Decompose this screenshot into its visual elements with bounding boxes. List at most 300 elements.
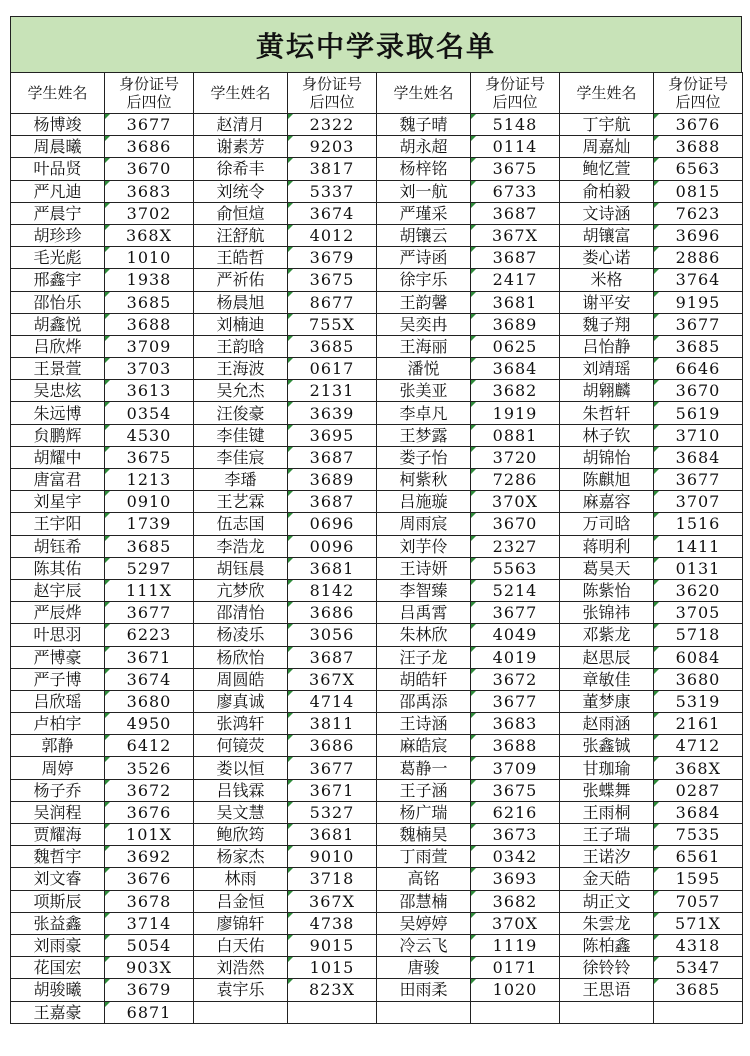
student-name-cell: 娄以恒 [194,757,288,779]
table-row [11,269,743,291]
student-name-cell: 陈其佑 [11,557,105,579]
student-name-cell: 周婷 [11,757,105,779]
student-name-cell: 王艺霖 [194,491,288,513]
id-last-four-cell: 1595 [654,868,743,890]
student-name-cell: 胡皓轩 [377,668,471,690]
id-last-four-cell: 9195 [654,291,743,313]
student-name-cell: 魏楠昊 [377,824,471,846]
table-row [11,934,743,956]
student-name-cell: 柯紫秋 [377,469,471,491]
id-last-four-cell: 3526 [105,757,194,779]
student-name-cell: 杨广瑞 [377,801,471,823]
table-row [11,446,743,468]
id-last-four-cell: 3676 [654,114,743,136]
table-row [11,335,743,357]
student-name-cell: 丁宇航 [560,114,654,136]
student-name-cell: 胡骏曦 [11,979,105,1001]
id-last-four-cell: 3685 [105,535,194,557]
table-row [11,114,743,136]
student-name-cell: 周嘉灿 [560,136,654,158]
student-name-cell: 俞柏毅 [560,180,654,202]
student-name-cell: 吕怡静 [560,335,654,357]
id-last-four-cell: 3639 [288,402,377,424]
id-last-four-cell: 3692 [105,846,194,868]
id-last-four-cell: 1213 [105,469,194,491]
id-last-four-cell: 3677 [471,690,560,712]
id-last-four-cell: 3670 [654,380,743,402]
id-last-four-cell: 3687 [288,446,377,468]
student-name-cell: 李璠 [194,469,288,491]
id-last-four-cell: 3689 [288,469,377,491]
id-last-four-cell: 3677 [105,602,194,624]
student-name-cell: 杨晨旭 [194,291,288,313]
student-name-cell: 廖真诚 [194,690,288,712]
student-name-cell: 吴忠炫 [11,380,105,402]
id-last-four-cell: 3684 [471,358,560,380]
id-last-four-cell: 3685 [288,335,377,357]
id-last-four-cell: 0131 [654,557,743,579]
id-last-four-cell: 101X [105,824,194,846]
id-last-four-cell: 3695 [288,424,377,446]
student-name-cell: 邵慧楠 [377,890,471,912]
student-name-cell: 吴婷婷 [377,912,471,934]
student-name-cell: 胡镶云 [377,224,471,246]
student-name-cell: 鲍忆萱 [560,158,654,180]
table-row [11,735,743,757]
id-last-four-cell: 2322 [288,114,377,136]
id-last-four-cell: 3679 [288,247,377,269]
id-last-four-cell: 3670 [471,513,560,535]
table-row [11,824,743,846]
table-row [11,757,743,779]
student-name-cell: 唐骏 [377,957,471,979]
student-name-cell: 林雨 [194,868,288,890]
id-last-four-cell: 0354 [105,402,194,424]
student-name-cell: 张鑫铖 [560,735,654,757]
id-last-four-cell: 3702 [105,202,194,224]
header-student-name: 学生姓名 [194,73,288,114]
student-name-cell: 唐富君 [11,469,105,491]
admission-sheet [10,16,742,1024]
id-last-four-cell: 1919 [471,402,560,424]
id-last-four-cell: 7623 [654,202,743,224]
student-name-cell: 严祈佑 [194,269,288,291]
id-last-four-cell: 6412 [105,735,194,757]
student-name-cell: 章敏佳 [560,668,654,690]
student-name-cell: 吕欣瑶 [11,690,105,712]
student-name-cell: 朱哲轩 [560,402,654,424]
student-name-cell: 葛昊天 [560,557,654,579]
id-last-four-cell: 3677 [105,114,194,136]
student-name-cell: 魏哲宇 [11,846,105,868]
student-name-cell: 赵宇辰 [11,579,105,601]
id-last-four-cell: 4738 [288,912,377,934]
student-name-cell: 杨凌乐 [194,624,288,646]
student-name-cell: 刘雨豪 [11,934,105,956]
student-name-cell: 胡镶富 [560,224,654,246]
student-name-cell: 吕禹霄 [377,602,471,624]
id-last-four-cell: 0815 [654,180,743,202]
id-last-four-cell: 5619 [654,402,743,424]
id-last-four-cell: 6646 [654,358,743,380]
header-id-last-four: 身份证号 后四位 [471,73,560,114]
id-last-four-cell: 6733 [471,180,560,202]
id-last-four-cell: 3710 [654,424,743,446]
id-last-four-cell: 4712 [654,735,743,757]
id-last-four-cell: 1938 [105,269,194,291]
id-last-four-cell: 0625 [471,335,560,357]
student-name-cell: 严凡迪 [11,180,105,202]
student-name-cell: 陈紫怡 [560,579,654,601]
id-last-four-cell: 4714 [288,690,377,712]
student-name-cell: 胡正文 [560,890,654,912]
student-name-cell: 吕欣烨 [11,335,105,357]
table-row [11,602,743,624]
student-name-cell: 吕施璇 [377,491,471,513]
student-name-cell: 陈柏鑫 [560,934,654,956]
id-last-four-cell: 3693 [471,868,560,890]
table-row [11,402,743,424]
student-name-cell: 张鸿轩 [194,713,288,735]
student-name-cell: 王嘉豪 [11,1001,105,1023]
id-last-four-cell: 3681 [288,824,377,846]
id-last-four-cell: 3677 [654,469,743,491]
table-row [11,313,743,335]
student-name-cell: 项斯辰 [11,890,105,912]
student-name-cell: 邵禹添 [377,690,471,712]
table-row [11,158,743,180]
id-last-four-cell: 3687 [288,491,377,513]
student-name-cell: 严晨宁 [11,202,105,224]
id-last-four-cell [288,1001,377,1023]
id-last-four-cell: 3709 [471,757,560,779]
id-last-four-cell: 6216 [471,801,560,823]
student-name-cell: 严辰烨 [11,602,105,624]
student-name-cell: 魏子翔 [560,313,654,335]
student-name-cell: 胡耀中 [11,446,105,468]
student-name-cell: 王子涵 [377,779,471,801]
admission-table [10,72,743,1024]
student-name-cell: 冷云飞 [377,934,471,956]
student-name-cell: 胡鑫悦 [11,313,105,335]
student-name-cell: 贾耀海 [11,824,105,846]
student-name-cell: 林子钦 [560,424,654,446]
id-last-four-cell: 6563 [654,158,743,180]
student-name-cell: 娄心诺 [560,247,654,269]
id-last-four-cell: 0617 [288,358,377,380]
id-last-four-cell: 370X [471,491,560,513]
id-last-four-cell: 3678 [105,890,194,912]
id-last-four-cell: 3687 [288,646,377,668]
student-name-cell: 邓紫龙 [560,624,654,646]
id-last-four-cell: 5319 [654,690,743,712]
student-name-cell: 吴允杰 [194,380,288,402]
id-last-four-cell: 3677 [288,757,377,779]
student-name-cell: 刘文睿 [11,868,105,890]
student-name-cell: 严博豪 [11,646,105,668]
table-row [11,624,743,646]
student-name-cell: 周圆皓 [194,668,288,690]
id-last-four-cell: 3683 [471,713,560,735]
student-name-cell: 徐铃铃 [560,957,654,979]
id-last-four-cell: 3817 [288,158,377,180]
id-last-four-cell: 0881 [471,424,560,446]
id-last-four-cell: 3680 [105,690,194,712]
table-row [11,646,743,668]
id-last-four-cell [654,1001,743,1023]
student-name-cell: 刘靖瑶 [560,358,654,380]
student-name-cell: 邢鑫宇 [11,269,105,291]
id-last-four-cell: 5337 [288,180,377,202]
student-name-cell: 刘统令 [194,180,288,202]
id-last-four-cell: 3684 [654,801,743,823]
id-last-four-cell: 3688 [471,735,560,757]
student-name-cell: 严瑾采 [377,202,471,224]
student-name-cell: 娄子怡 [377,446,471,468]
id-last-four-cell: 9015 [288,934,377,956]
student-name-cell: 王景萱 [11,358,105,380]
id-last-four-cell: 3672 [105,779,194,801]
student-name-cell: 杨博竣 [11,114,105,136]
id-last-four-cell: 5148 [471,114,560,136]
table-row [11,713,743,735]
student-name-cell: 谢平安 [560,291,654,313]
id-last-four-cell: 4049 [471,624,560,646]
student-name-cell: 魏子晴 [377,114,471,136]
student-name-cell: 金天皓 [560,868,654,890]
id-last-four-cell [471,1001,560,1023]
student-name-cell: 万司晗 [560,513,654,535]
table-row [11,979,743,1001]
student-name-cell: 王诺汐 [560,846,654,868]
id-last-four-cell: 3683 [105,180,194,202]
id-last-four-cell: 3676 [105,868,194,890]
id-last-four-cell: 8142 [288,579,377,601]
id-last-four-cell: 1411 [654,535,743,557]
student-name-cell: 潘悦 [377,358,471,380]
student-name-cell [560,1001,654,1023]
table-row [11,513,743,535]
id-last-four-cell: 367X [471,224,560,246]
student-name-cell: 刘星宇 [11,491,105,513]
id-last-four-cell: 9010 [288,846,377,868]
student-name-cell: 王思语 [560,979,654,1001]
id-last-four-cell: 3675 [471,779,560,801]
id-last-four-cell: 4318 [654,934,743,956]
id-last-four-cell: 367X [288,890,377,912]
id-last-four-cell: 3671 [105,646,194,668]
table-row [11,868,743,890]
student-name-cell: 张美亚 [377,380,471,402]
id-last-four-cell: 3685 [105,291,194,313]
id-last-four-cell: 6561 [654,846,743,868]
id-last-four-cell: 1015 [288,957,377,979]
id-last-four-cell: 1119 [471,934,560,956]
table-row [11,491,743,513]
id-last-four-cell: 0342 [471,846,560,868]
student-name-cell: 郭静 [11,735,105,757]
student-name-cell: 李卓凡 [377,402,471,424]
student-name-cell: 王海丽 [377,335,471,357]
header-student-name: 学生姓名 [560,73,654,114]
id-last-four-cell: 3720 [471,446,560,468]
table-row [11,668,743,690]
student-name-cell: 刘浩然 [194,957,288,979]
id-last-four-cell: 111X [105,579,194,601]
table-row [11,424,743,446]
id-last-four-cell: 1020 [471,979,560,1001]
student-name-cell: 廖锦轩 [194,912,288,934]
id-last-four-cell: 4019 [471,646,560,668]
id-last-four-cell: 3811 [288,713,377,735]
student-name-cell: 文诗涵 [560,202,654,224]
table-row [11,690,743,712]
student-name-cell: 何镜荧 [194,735,288,757]
table-row [11,557,743,579]
student-name-cell: 刘一航 [377,180,471,202]
id-last-four-cell: 3718 [288,868,377,890]
student-name-cell: 杨子乔 [11,779,105,801]
id-last-four-cell: 3680 [654,668,743,690]
student-name-cell: 张锦祎 [560,602,654,624]
header-id-last-four: 身份证号 后四位 [105,73,194,114]
student-name-cell: 汪舒航 [194,224,288,246]
sheet-title: 黄坛中学录取名单 [10,16,742,72]
student-name-cell: 王韵晗 [194,335,288,357]
student-name-cell: 谢素芳 [194,136,288,158]
student-name-cell: 蒋明利 [560,535,654,557]
student-name-cell: 严子博 [11,668,105,690]
id-last-four-cell: 7057 [654,890,743,912]
student-name-cell: 朱远博 [11,402,105,424]
id-last-four-cell: 755X [288,313,377,335]
student-name-cell: 叶思羽 [11,624,105,646]
student-name-cell: 赵清月 [194,114,288,136]
id-last-four-cell: 4530 [105,424,194,446]
id-last-four-cell: 5563 [471,557,560,579]
id-last-four-cell: 3696 [654,224,743,246]
id-last-four-cell: 3705 [654,602,743,624]
id-last-four-cell: 3687 [471,247,560,269]
table-row [11,136,743,158]
id-last-four-cell: 3056 [288,624,377,646]
student-name-cell: 杨梓铭 [377,158,471,180]
id-last-four-cell: 903X [105,957,194,979]
student-name-cell: 甘珈瑜 [560,757,654,779]
id-last-four-cell: 3686 [288,735,377,757]
table-body [11,114,743,1024]
id-last-four-cell: 3684 [654,446,743,468]
id-last-four-cell: 3714 [105,912,194,934]
id-last-four-cell: 571X [654,912,743,934]
student-name-cell: 赵思辰 [560,646,654,668]
id-last-four-cell: 4012 [288,224,377,246]
student-name-cell [194,1001,288,1023]
student-name-cell: 王韵馨 [377,291,471,313]
student-name-cell: 吴润程 [11,801,105,823]
student-name-cell: 吴文慧 [194,801,288,823]
id-last-four-cell: 368X [105,224,194,246]
student-name-cell: 周晨曦 [11,136,105,158]
id-last-four-cell: 3703 [105,358,194,380]
student-name-cell: 徐宇乐 [377,269,471,291]
student-name-cell: 胡锦怡 [560,446,654,468]
id-last-four-cell: 823X [288,979,377,1001]
student-name-cell: 王皓哲 [194,247,288,269]
id-last-four-cell: 3686 [105,136,194,158]
table-row [11,380,743,402]
student-name-cell: 俞恒煊 [194,202,288,224]
header-id-last-four: 身份证号 后四位 [654,73,743,114]
table-row [11,779,743,801]
student-name-cell: 麻皓宸 [377,735,471,757]
id-last-four-cell: 6223 [105,624,194,646]
header-student-name: 学生姓名 [377,73,471,114]
student-name-cell: 胡翱麟 [560,380,654,402]
student-name-cell: 胡钰晨 [194,557,288,579]
id-last-four-cell: 3676 [105,801,194,823]
id-last-four-cell: 3685 [654,335,743,357]
table-row [11,180,743,202]
student-name-cell: 白天佑 [194,934,288,956]
student-name-cell: 亢梦欣 [194,579,288,601]
id-last-four-cell: 5718 [654,624,743,646]
table-row [11,579,743,601]
id-last-four-cell: 367X [288,668,377,690]
student-name-cell: 李佳宸 [194,446,288,468]
student-name-cell: 王子瑞 [560,824,654,846]
id-last-four-cell: 2417 [471,269,560,291]
id-last-four-cell: 3682 [471,890,560,912]
student-name-cell: 叶品贤 [11,158,105,180]
id-last-four-cell: 3685 [654,979,743,1001]
id-last-four-cell: 3689 [471,313,560,335]
id-last-four-cell: 3688 [654,136,743,158]
student-name-cell: 高铭 [377,868,471,890]
table-row [11,202,743,224]
id-last-four-cell: 7286 [471,469,560,491]
student-name-cell: 李智臻 [377,579,471,601]
id-last-four-cell: 3620 [654,579,743,601]
student-name-cell: 邵清怡 [194,602,288,624]
student-name-cell: 朱林欣 [377,624,471,646]
student-name-cell: 徐希丰 [194,158,288,180]
id-last-four-cell: 3613 [105,380,194,402]
id-last-four-cell: 3675 [288,269,377,291]
header-student-name: 学生姓名 [11,73,105,114]
table-row [11,469,743,491]
student-name-cell: 王诗涵 [377,713,471,735]
student-name-cell: 王海波 [194,358,288,380]
student-name-cell: 吕钱霖 [194,779,288,801]
table-row [11,912,743,934]
id-last-four-cell: 3681 [288,557,377,579]
id-last-four-cell: 5214 [471,579,560,601]
student-name-cell: 卢柏宇 [11,713,105,735]
student-name-cell: 周雨宸 [377,513,471,535]
id-last-four-cell: 3675 [471,158,560,180]
id-last-four-cell: 3688 [105,313,194,335]
student-name-cell: 杨欣怡 [194,646,288,668]
student-name-cell: 朱雲龙 [560,912,654,934]
student-name-cell: 吕金恒 [194,890,288,912]
student-name-cell: 汪俊豪 [194,402,288,424]
student-name-cell: 刘芋伶 [377,535,471,557]
table-row [11,846,743,868]
student-name-cell [377,1001,471,1023]
student-name-cell: 陈麒旭 [560,469,654,491]
id-last-four-cell: 1739 [105,513,194,535]
